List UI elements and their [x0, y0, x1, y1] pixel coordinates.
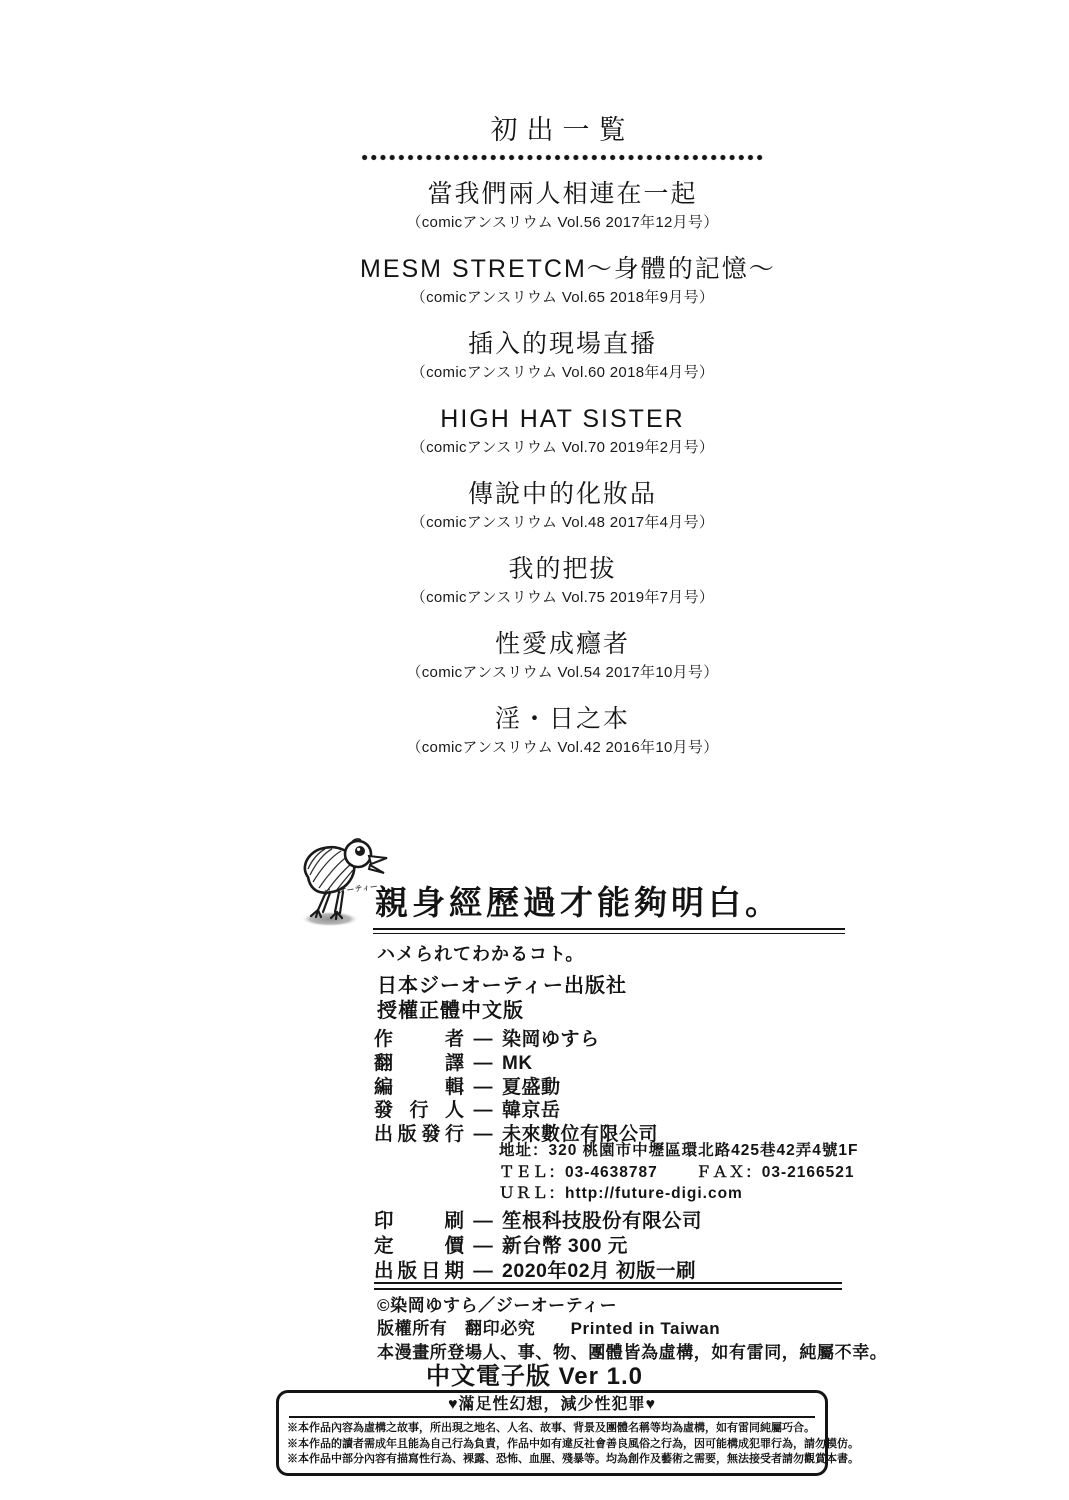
copyright-block [377, 1294, 887, 1364]
publication-entry [360, 402, 765, 459]
credit-label: 出版日期 [374, 1260, 464, 1282]
publication-source: （comicアンスリウム Vol.65 2018年9月号） [410, 289, 715, 306]
publisher-fax: ＦＡＸ：03-2166521 [695, 1163, 855, 1181]
warning-line: ※本作品的讀者需成年且能為自己行為負責，作品中如有違反社會善良風俗之行為，因可能構成犯罪行為，請勿模仿。 [287, 1437, 859, 1450]
dash: — [473, 1235, 493, 1257]
original-title: ハメられてわかるコト。 [377, 944, 585, 964]
credit-label: 作者 [374, 1029, 464, 1050]
credits-list [374, 1028, 658, 1147]
publication-source: （comicアンスリウム Vol.42 2016年10月号） [406, 739, 719, 756]
publication-entry [360, 252, 776, 309]
publisher-url: ＵＲＬ：http://future-digi.com [499, 1185, 743, 1202]
publication-entry [360, 177, 765, 234]
publication-title: HIGH HAT SISTER [440, 405, 685, 433]
credit-row-translator [374, 1052, 658, 1076]
credit-value: 2020年02月 初版一刷 [502, 1260, 696, 1282]
rights-line: 版權所有 翻印必究 Printed in Taiwan [377, 1319, 721, 1339]
credit-value: 新台幣 300 元 [502, 1235, 628, 1257]
publication-title: 性愛成癮者 [494, 630, 630, 658]
dash: — [473, 1100, 493, 1122]
credit-value: 韓京岳 [502, 1100, 561, 1122]
disclaimer-line: 本漫畫所登場人、事、物、團體皆為虛構，如有雷同，純屬不幸。 [377, 1342, 888, 1362]
credit-value: 笙根科技股份有限公司 [502, 1210, 703, 1232]
credit-label: 定價 [374, 1235, 464, 1257]
credit-label: 翻譯 [374, 1052, 464, 1074]
credits-list-print [374, 1209, 702, 1284]
publisher-tel: ＴＥＬ：03-4638787 [499, 1163, 658, 1181]
warning-line: ※本作品內容為虛構之故事，所出現之地名、人名、故事、背景及團體名稱等均為虛構，如有雷同純屬巧合。 [287, 1422, 815, 1434]
credit-value: 夏盛動 [502, 1076, 561, 1098]
dash: — [473, 1124, 493, 1146]
edition-version: 中文電子版 Ver 1.0 [425, 1363, 644, 1390]
publication-title: 插入的現場直播 [467, 330, 657, 358]
dash: — [473, 1076, 493, 1098]
dash: — [473, 1052, 493, 1074]
credit-row-price [374, 1234, 702, 1259]
publisher-name: 日本ジーオーティー出版社 [377, 975, 627, 997]
credit-row-author [374, 1028, 658, 1052]
warning-heading: ♥滿足性幻想，減少性犯罪♥ [447, 1396, 656, 1413]
publication-entry [360, 477, 765, 534]
publisher-block [377, 974, 627, 1024]
publisher-details [499, 1140, 858, 1205]
publisher-address: 地址：320 桃園市中壢區環北路425巷42弄4號1F [499, 1142, 859, 1159]
page-title: 初出一覧 [490, 115, 635, 145]
warning-line: ※本作品中部分內容有描寫性行為、裸露、恐怖、血腥、殘暴等。均為創作及藝術之需要，無法接受者請勿觀賞本書。 [287, 1453, 859, 1465]
first-publication-list [360, 112, 776, 777]
publication-entry [360, 702, 765, 759]
credit-label: 發行人 [374, 1100, 464, 1122]
publisher-logo-label: ジーオーティー [322, 881, 379, 898]
warning-divider [289, 1416, 815, 1418]
credit-value: MK [502, 1052, 533, 1074]
publication-source: （comicアンスリウム Vol.75 2019年7月号） [410, 589, 715, 606]
publication-title: 當我們兩人相連在一起 [427, 180, 698, 208]
dash: — [473, 1029, 493, 1050]
publication-entry [360, 327, 765, 384]
dotted-divider [360, 154, 765, 161]
publication-source: （comicアンスリウム Vol.54 2017年10月号） [406, 664, 719, 681]
credit-label: 印刷 [374, 1210, 464, 1232]
credit-label: 編輯 [374, 1076, 464, 1098]
book-title: 親身經歷過才能夠明白。 [375, 884, 782, 921]
credit-value: 未來數位有限公司 [502, 1124, 659, 1146]
publisher-phone-row [499, 1162, 858, 1184]
credit-row-issuer [374, 1099, 658, 1123]
credit-row-publish-date [374, 1259, 702, 1284]
credit-label: 出版發行 [374, 1124, 464, 1146]
publication-source: （comicアンスリウム Vol.70 2019年2月号） [410, 439, 715, 456]
copyright-line: ©染岡ゆすら／ジーオーティー [377, 1296, 618, 1315]
publication-entry [360, 552, 765, 609]
credit-row-printer [374, 1209, 702, 1234]
publication-source: （comicアンスリウム Vol.60 2018年4月号） [410, 364, 715, 381]
section-divider [374, 1282, 842, 1290]
publication-entry [360, 627, 765, 684]
content-warning-box [276, 1390, 859, 1476]
publication-source: （comicアンスリウム Vol.48 2017年4月号） [410, 514, 715, 531]
dash: — [473, 1210, 493, 1232]
publication-title: 傳說中的化妝品 [467, 480, 657, 508]
publication-title: 我的把拔 [508, 555, 617, 583]
license-note: 授權正體中文版 [377, 1000, 524, 1022]
credit-value: 染岡ゆすら [502, 1029, 600, 1050]
publication-title: MESM STRETCM～身體的記憶～ [360, 255, 776, 283]
title-underline [373, 928, 845, 934]
publication-title: 淫・日之本 [494, 705, 630, 733]
credit-row-editor [374, 1076, 658, 1100]
dash: — [473, 1260, 493, 1282]
publication-source: （comicアンスリウム Vol.56 2017年12月号） [406, 214, 719, 231]
